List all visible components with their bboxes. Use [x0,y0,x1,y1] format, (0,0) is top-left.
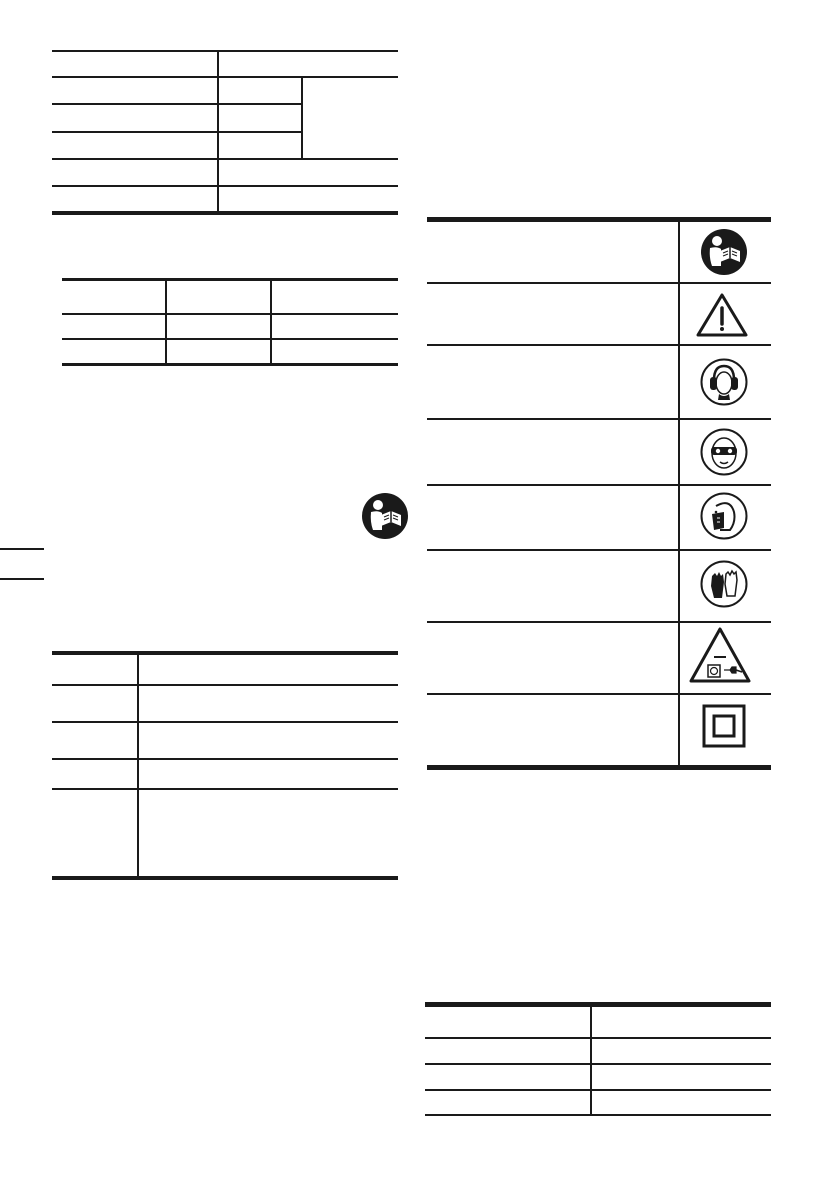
symbols-table-line [427,484,771,486]
legend-table-bottom-rule [52,876,398,880]
symbols-table-line [427,344,771,346]
small-table-line [62,313,398,315]
symbols-table-line [427,693,771,695]
double-insulation-icon [702,704,746,748]
symbols-table-divider [678,220,680,767]
spec-table-line [52,185,398,187]
small-table-top-rule [62,278,398,281]
legend-table-top-rule [52,651,398,655]
bottom-table-line [425,1037,771,1039]
legend-table-line [52,758,398,760]
warning-triangle-icon [695,292,749,338]
bottom-table-divider [590,1005,592,1115]
bottom-table-top-rule [425,1002,771,1007]
spec-table-bottom-rule [52,211,398,215]
read-manual-icon [700,228,748,276]
bottom-table-line [425,1063,771,1065]
protective-gloves-icon [700,560,748,608]
dust-mask-icon [700,492,748,540]
symbols-table-line [427,282,771,284]
small-table-line [62,338,398,340]
eye-protection-icon [700,428,748,476]
spec-table-line [52,76,398,78]
unplug-before-maintenance-icon [688,626,752,684]
read-manual-icon [361,492,409,540]
legend-table-line [52,684,398,686]
bottom-table-line [425,1114,771,1116]
spec-table-line [52,103,302,105]
symbols-table-line [427,621,771,623]
ear-protection-icon [700,358,748,406]
spec-table-line [52,158,398,160]
legend-table-divider [137,653,139,878]
symbols-table-bottom-rule [427,765,771,770]
legend-table-line [52,721,398,723]
small-table-divider [165,280,167,364]
margin-mark [0,548,44,550]
spec-table-divider [217,50,219,212]
margin-mark [0,578,44,580]
symbols-table-line [427,418,771,420]
spec-table-divider [301,76,303,159]
small-table-bottom-rule [62,363,398,366]
small-table-divider [270,280,272,364]
symbols-table-line [427,549,771,551]
symbols-table-top-rule [427,217,771,222]
bottom-table-line [425,1089,771,1091]
spec-table-line [52,50,398,52]
legend-table-line [52,788,398,790]
spec-table-line [52,131,302,133]
